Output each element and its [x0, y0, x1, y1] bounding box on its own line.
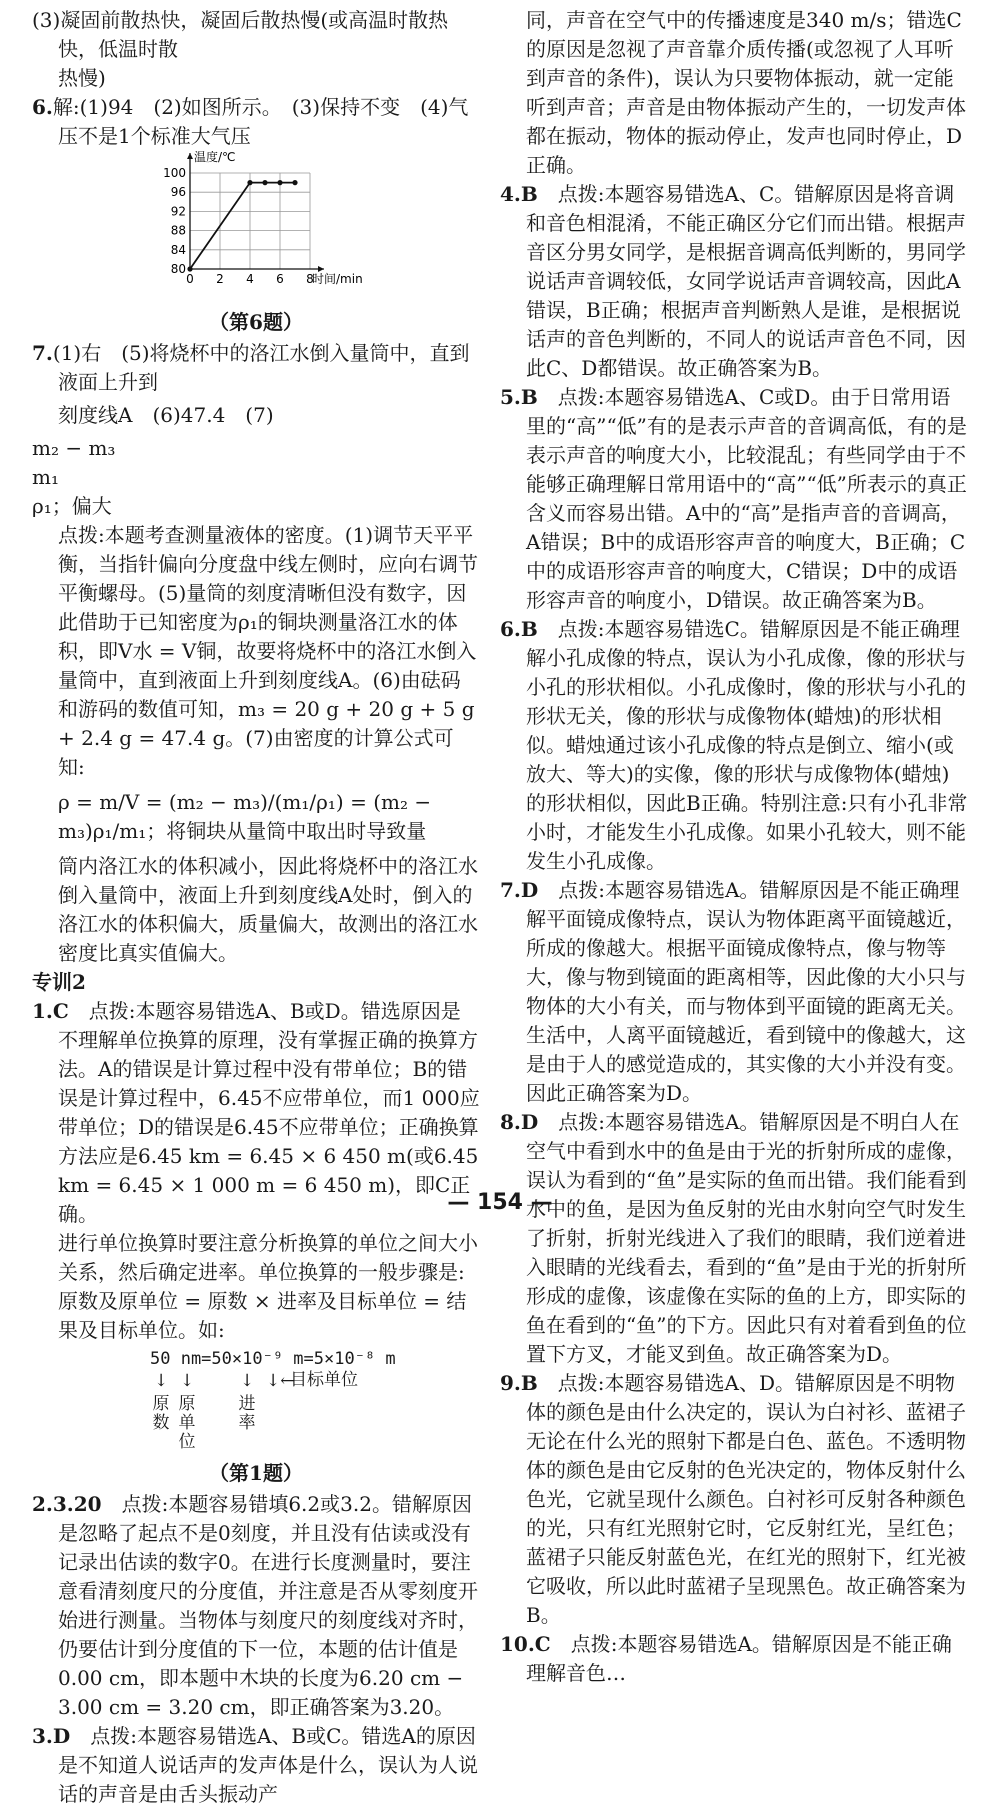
right-column [500, 0, 968, 1688]
q6-answer-right [500, 615, 968, 876]
q3-continued: 同，声音在空气中的传播速度是340 m/s；错选C的原因是忽视了声音靠介质传播(或忽视了人耳听到声音的条件)，误认为只要物体振动，就一定能听到声音；声音是由物体振动产生的，一切发声体都在振动，物体的振动停止，发声也同时停止，D正确。 [526, 8, 966, 177]
q9-text: 点拨:本题容易错选A、D。错解原因是不明物体的颜色是由什么决定的，误认为白衬衫、蓝裙子无论在什么光的照射下都是白色、蓝色。不透明物体的颜色是由它反射的色光决定的，物体反射什么色光，它就呈现什么颜色。白衬衫可反射各种颜色的光，只有红光照射它时，它反射红光，呈红色；蓝裙子只能反射蓝色光，在红光的照射下，红光被它吸收，所以此时蓝裙子呈现黑色。故正确答案为B。 [526, 1371, 966, 1627]
q7-answer-line2 [32, 401, 480, 430]
q7-formula: ρ = m/V = (m₂ − m₃)/(m₁/ρ₁) = (m₂ − m₃)ρ₁/m₁；将铜块从量筒中取出时导致量 [58, 790, 432, 843]
q7-line2b: ρ₁；偏大 [32, 494, 112, 518]
q4-number: 4.B [500, 182, 538, 206]
unit-caption: （第1题） [209, 1461, 303, 1485]
q7-tail: 筒内洛江水的体积减小，因此将烧杯中的洛江水倒入量筒中，液面上升到刻度线A处时，倒入的洛江水的体积偏大，质量偏大，故测出的洛江水密度比真实值偏大。 [58, 854, 478, 965]
q7-line1: (1)右 (5)将烧杯中的洛江水倒入量筒中，直到液面上升到 [52, 341, 470, 394]
q7-number: 7. [32, 341, 53, 365]
data-point [247, 180, 252, 185]
data-point [262, 180, 267, 185]
q7-answer [32, 339, 480, 397]
y-tick-label: 84 [170, 242, 186, 257]
q5-number: 5.B [500, 385, 538, 409]
q6-answer [32, 93, 480, 151]
unit-label: 目标单位 [290, 1370, 358, 1390]
s1-note: 进行单位换算时要注意分析换算的单位之间大小关系，然后确定进率。单位换算的一般步骤是:原数及原单位 = 原数 × 进率及目标单位 = 结果及目标单位。如: [58, 1231, 478, 1342]
y-tick-label: 100 [163, 166, 186, 180]
s3-text: 点拨:本题容易错选A、B或C。错选A的原因是不知道人说话声的发声体是什么，误认为人说话的声音是由舌头振动产 [58, 1724, 478, 1806]
y-axis-arrow [187, 153, 193, 159]
q7-line2a: 刻度线A (6)47.4 (7) [58, 403, 274, 427]
q4-answer [500, 180, 968, 383]
chart-svg [150, 151, 370, 306]
q5-answer [500, 383, 968, 615]
q5-answer-line1: (3)凝固前散热快，凝固后散热慢(或高温时散热快，低温时散 [32, 8, 449, 61]
q8-number: 8.D [500, 1110, 539, 1134]
unit-label: 进率 [238, 1394, 256, 1433]
temperature-chart [150, 151, 480, 306]
q6-number: 6. [32, 95, 53, 119]
y-tick-label: 96 [170, 185, 186, 200]
q7-answer-right [500, 876, 968, 1108]
x-tick-label: 0 [186, 272, 194, 286]
q9-number: 9.B [500, 1371, 538, 1395]
unit-label: 原数 [152, 1394, 170, 1433]
q8-answer [500, 1108, 968, 1369]
x-tick-label: 6 [276, 272, 284, 286]
data-point [187, 266, 192, 271]
data-point [292, 180, 297, 185]
arrow-down-icon: ↓ [240, 1371, 255, 1391]
q7-frac-den: m₁ [32, 465, 59, 489]
y-tick-label: 92 [170, 204, 186, 219]
q10-answer [500, 1630, 968, 1688]
arrow-down-icon: ↓ [154, 1371, 169, 1391]
y-tick-label: 88 [170, 223, 186, 238]
q7r-number: 7.D [500, 878, 539, 902]
s3-number: 3.D [32, 1724, 71, 1748]
q7-tip: 点拨:本题考查测量液体的密度。(1)调节天平平衡，当指针偏向分度盘中线左侧时，应向右调节平衡螺母。(5)量筒的刻度清晰但没有数字，因此借助于已知密度为ρ₁的铜块测量洛江水的体积，即V水 = V铜，故要将烧杯中的洛江水倒入量筒中，直到液面上升到刻度线A。(6)由砝码和游码的数值可知，m₃ = 20 g + 20 g + 5 g + 2.4 g = 47.4 g。(7)由密度的计算公式可知: [58, 523, 478, 779]
data-point [277, 180, 282, 185]
q6r-text: 点拨:本题容易错选C。错解原因是不能正确理解小孔成像的特点，误认为小孔成像，像的形状与小孔的形状相似。小孔成像时，像的形状与小孔的形状无关，像的形状与成像物体(蜡烛)的形状相似。蜡烛通过该小孔成像的特点是倒立、缩小(或放大、等大)的实像，像的形状与成像物体(蜡烛)的形状相似，因此B正确。特别注意:只有小孔非常小时，才能发生小孔成像。如果小孔较大，则不能发生小孔成像。 [526, 617, 968, 873]
left-column [32, 0, 480, 1809]
arrow-down-icon: ↓← [266, 1371, 295, 1391]
section-title: 专训2 [32, 970, 86, 994]
x-axis-label: 时间/min [312, 272, 363, 286]
q9-answer [500, 1369, 968, 1630]
s2-number: 2.3.20 [32, 1492, 102, 1516]
page-number: — 154 — [447, 1190, 553, 1215]
s2-answer [32, 1490, 480, 1722]
unit-label: 原单位 [178, 1394, 196, 1452]
q6r-number: 6.B [500, 617, 538, 641]
s1-number: 1.C [32, 999, 69, 1023]
s2-text: 点拨:本题容易错填6.2或3.2。错解原因是忽略了起点不是0刻度，并且没有估读或没有记录出估读的数字0。在进行长度测量时，要注意看清刻度尺的分度值，并注意是否从零刻度开始进行测量。当物体与刻度尺的刻度线对齐时，仍要估计到分度值的下一位，本题的估计值是0.00 cm，即本题中木块的长度为6.20 cm − 3.00 cm = 3.20 cm，即正确答案为3.20。 [58, 1492, 478, 1719]
s1-text: 点拨:本题容易错选A、B或D。错选原因是不理解单位换算的原理，没有掌握正确的换算方法。A的错误是计算过程中没有带单位；B的错误是计算过程中，6.45不应带单位，而1 000应带单位；D的错误是6.45不应带单位；正确换算方法应是6.45 km = 6.45 × 6 450 m(或6.45 km = 6.45 × 1 000 m = 6 450 m)，即C正确。 [58, 999, 480, 1226]
unit-expression: 50 nm=50×10⁻⁹ m=5×10⁻⁸ m [150, 1349, 396, 1369]
y-axis-label: 温度/℃ [194, 151, 236, 164]
q8-text: 点拨:本题容易错选A。错解原因是不明白人在空气中看到水中的鱼是由于光的折射所成的虚像，误认为看到的“鱼”是实际的鱼而出错。我们能看到水中的鱼，是因为鱼反射的光由水射向空气时发生了折射，折射光线进入了我们的眼睛，我们逆着进入眼睛的光线看去，看到的“鱼”是由于光的折射所形成的虚像，该虚像在实际的鱼的上方，即实际的鱼在看到的“鱼”的下方。因此只有对着看到鱼的位置下方叉，才能叉到鱼。故正确答案为D。 [526, 1110, 967, 1366]
arrow-down-icon: ↓ [180, 1371, 195, 1391]
q5-text: 点拨:本题容易错选A、C或D。由于日常用语里的“高”“低”有的是表示声音的音调高低，有的是表示声音的响度大小，比较混乱；有些同学由于不能够正确理解日常用语中的“高”“低”所表示的真正含义而容易出错。A中的“高”是指声音的音调高，A错误；B中的成语形容声音的响度大，B正确；C中的成语形容声音的响度大，C错误；D中的成语形容声音的响度小，D错误。故正确答案为B。 [526, 385, 967, 612]
q6-text: 解:(1)94 (2)如图所示。 (3)保持不变 (4)气压不是1个标准大气压 [52, 95, 469, 148]
q10-number: 10.C [500, 1632, 551, 1656]
series-line [190, 183, 295, 269]
x-tick-label: 2 [216, 272, 224, 286]
x-tick-label: 8 [306, 272, 314, 286]
q4-text: 点拨:本题容易错选A、C。错解原因是将音调和音色相混淆，不能正确区分它们而出错。根据声音区分男女同学，是根据音调高低判断的，男同学说话声音调较低，女同学说话声音调较高，因此A错误，B正确；根据声音判断熟人是谁，是根据说话声的音色判断的，不同人的说话声音色不同，因此C、D都错误。故正确答案为B。 [526, 182, 966, 380]
q10-text: 点拨:本题容易错选A。错解原因是不能正确理解音色… [526, 1632, 952, 1685]
unit-conversion-diagram [150, 1349, 480, 1457]
x-tick-label: 4 [246, 272, 254, 286]
s3-answer [32, 1722, 480, 1809]
chart-caption: （第6题） [209, 310, 303, 334]
q7-frac-num: m₂ − m₃ [32, 436, 116, 460]
q5-answer-line2: 热慢) [58, 66, 106, 90]
y-tick-label: 80 [170, 262, 186, 276]
q7r-text: 点拨:本题容易错选A。错解原因是不能正确理解平面镜成像特点，误认为物体距离平面镜越近，所成的像越大。根据平面镜成像特点，像与物等大，像与物到镜面的距离相等，因此像的大小只与物体的大小有关，而与物体到平面镜的距离无关。生活中，人离平面镜越近，看到镜中的像越大，这是由于人的感觉造成的，其实像的大小并没有变。因此正确答案为D。 [526, 878, 966, 1105]
